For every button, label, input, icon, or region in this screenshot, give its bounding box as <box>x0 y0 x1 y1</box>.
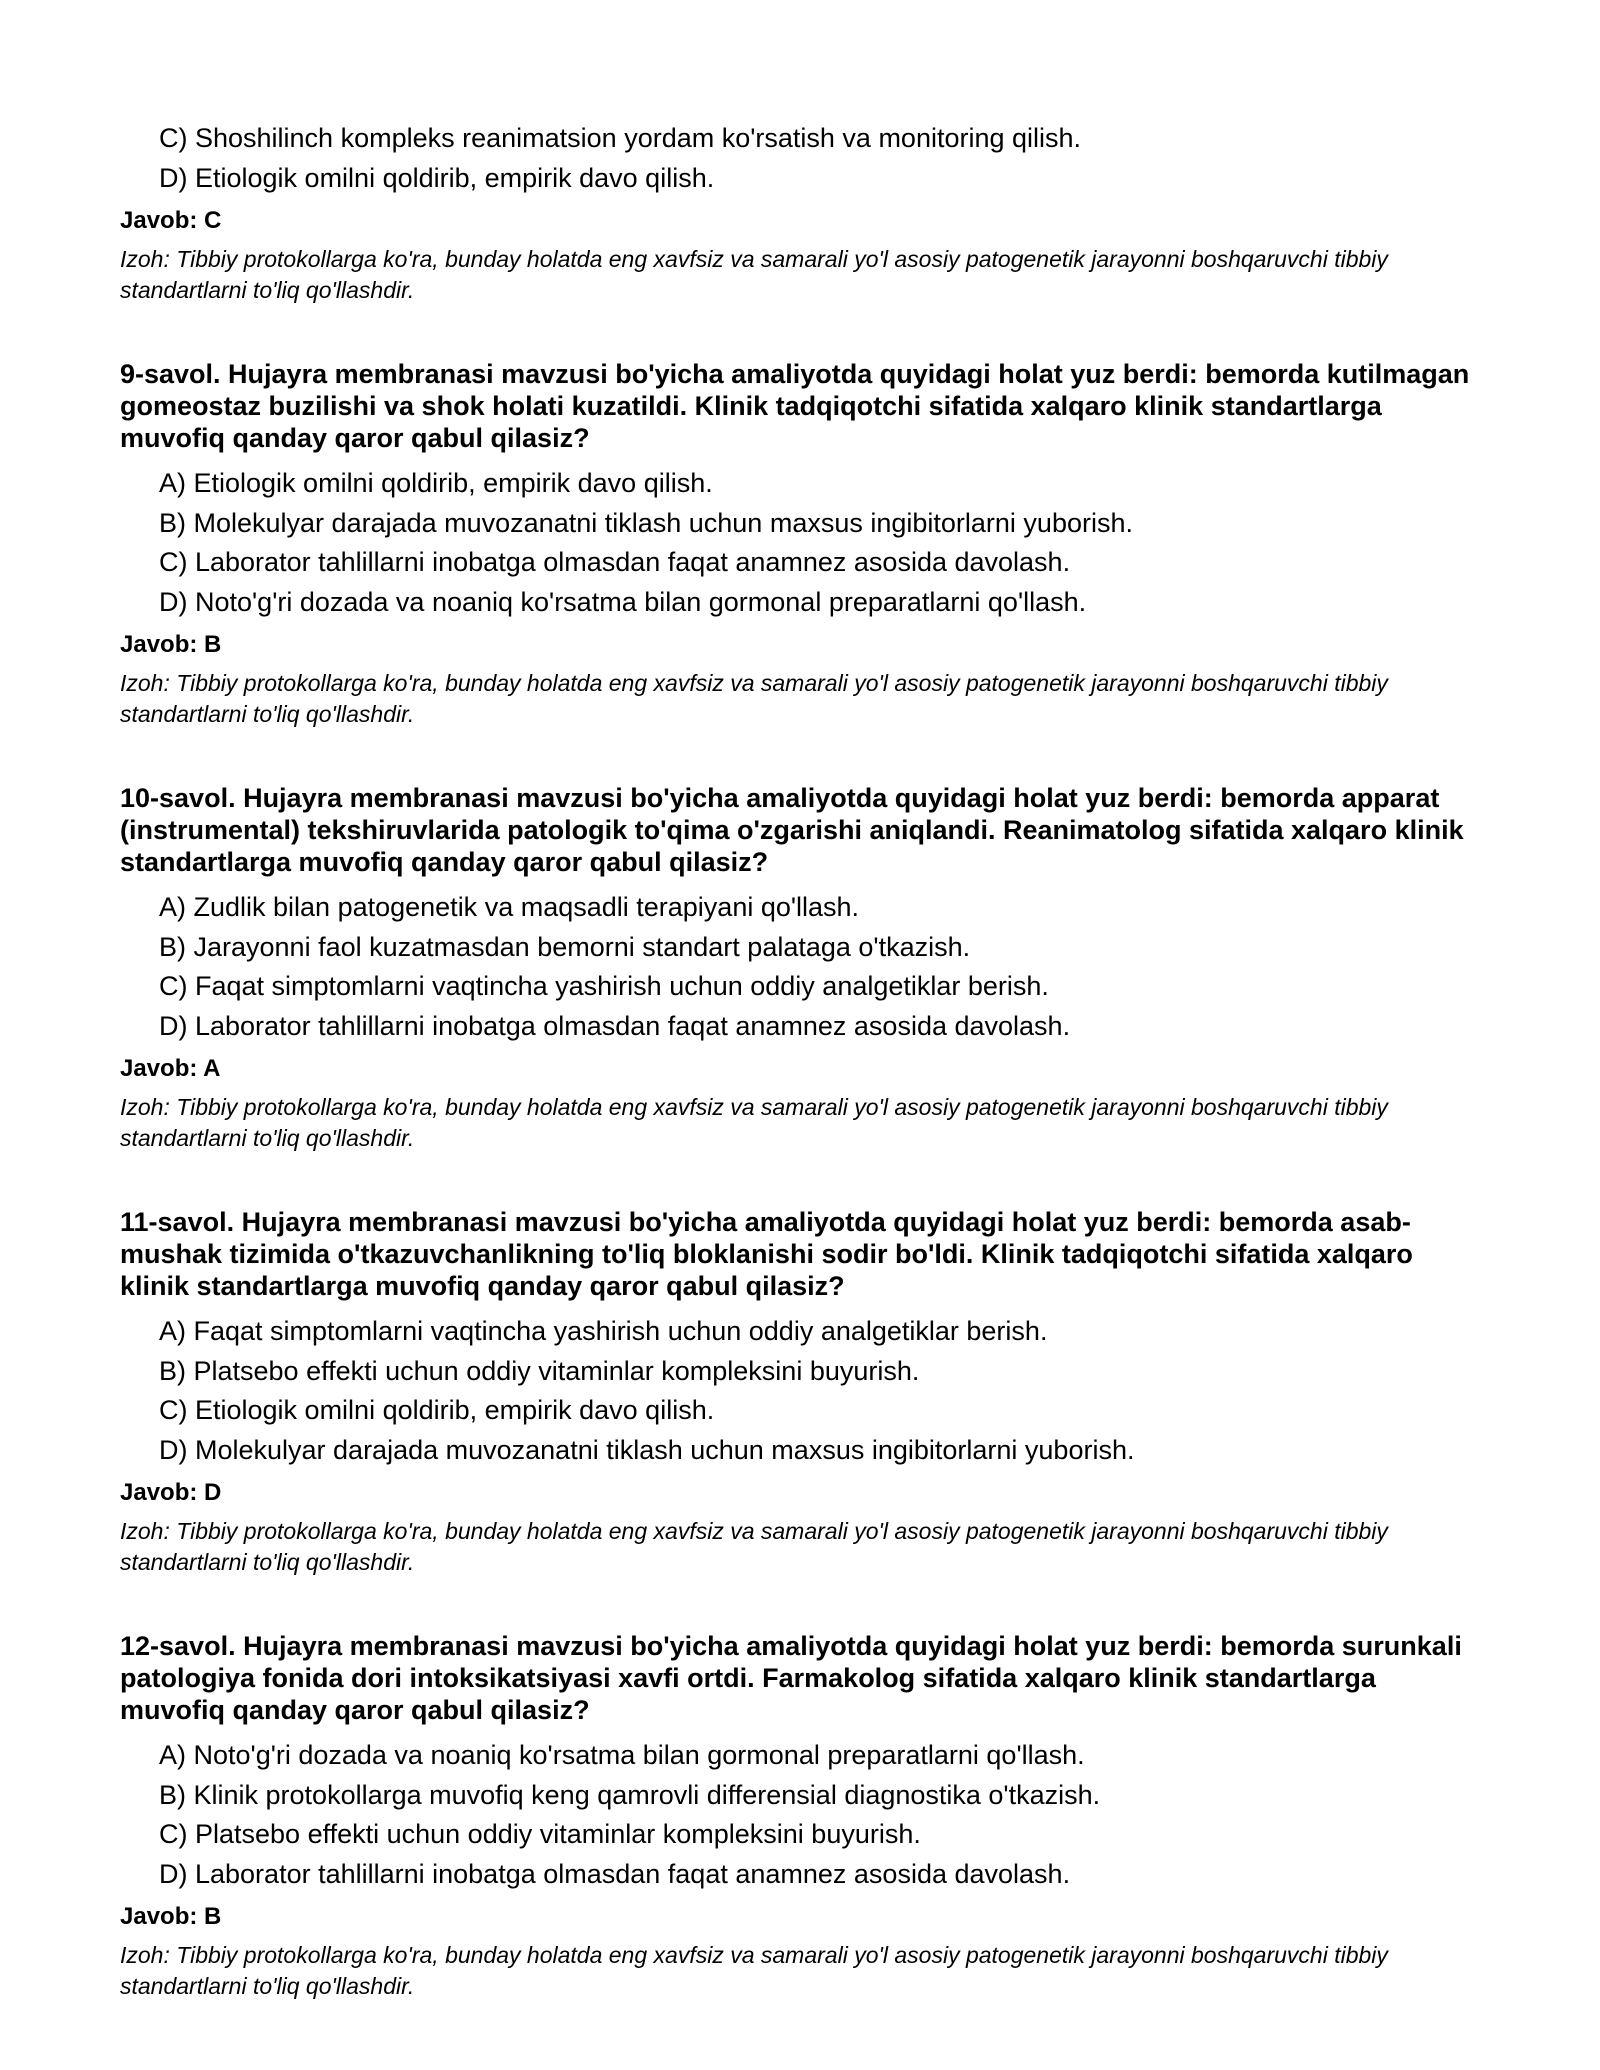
question-title: 11-savol. Hujayra membranasi mavzusi bo'yicha amaliyotda quyidagi holat yuz berdi: bemorda asab-mushak tizimida o'tkazuvchanlikning to'liq bloklanishi sodir bo'ldi. Klinik tadqiqotchi sifatida xalqaro klinik standartlarga muvofiq qanday qaror qabul qilasiz? <box>120 1207 1413 1301</box>
option-c: C) Faqat simptomlarni vaqtincha yashirish uchun oddiy analgetiklar berish. <box>159 971 1049 1001</box>
option-b: B) Jarayonni faol kuzatmasdan bemorni standart palataga o'tkazish. <box>159 931 971 962</box>
option-list <box>120 1312 1480 1470</box>
option-c: C) Shoshilinch kompleks reanimatsion yordam ko'rsatish va monitoring qilish. <box>159 123 1082 153</box>
question-title: 12-savol. Hujayra membranasi mavzusi bo'yicha amaliyotda quyidagi holat yuz berdi: bemorda surunkali patologiya fonida dori intoksikatsiyasi xavfi ortdi. Farmakolog sifatida xalqaro klinik standartlarga muvofiq qanday qaror qabul qilasiz? <box>120 1631 1462 1725</box>
option-d: D) Laborator tahlillarni inobatga olmasdan faqat anamnez asosida davolash. <box>159 1010 1071 1041</box>
explanation-note: Izoh: Tibbiy protokollarga ko'ra, bunday holatda eng xavfsiz va samarali yo'l asosiy patogenetik jarayonni boshqaruvchi tibbiy standartlarni to'liq qo'llashdir. <box>120 1942 1388 1999</box>
option-d: D) Laborator tahlillarni inobatga olmasdan faqat anamnez asosida davolash. <box>159 1858 1071 1889</box>
question-continuation <box>120 119 1480 306</box>
question-title: 10-savol. Hujayra membranasi mavzusi bo'yicha amaliyotda quyidagi holat yuz berdi: bemorda apparat (instrumental) tekshiruvlarida patologik to'qima o'zgarishi aniqlandi. Reanimatolog sifatida xalqaro klinik standartlarga muvofiq qanday qaror qabul qilasiz? <box>120 783 1464 877</box>
answer-label: Javob: D <box>120 1479 222 1506</box>
option-a: A) Faqat simptomlarni vaqtincha yashirish uchun oddiy analgetiklar berish. <box>159 1316 1048 1346</box>
answer-label: Javob: B <box>120 631 222 658</box>
question-10 <box>120 782 1480 1154</box>
question-title: 9-savol. Hujayra membranasi mavzusi bo'yicha amaliyotda quyidagi holat yuz berdi: bemorda kutilmagan gomeostaz buzilishi va shok holati kuzatildi. Klinik tadqiqotchi sifatida xalqaro klinik standartlarga muvofiq qanday qaror qabul qilasiz? <box>120 359 1470 453</box>
explanation-note: Izoh: Tibbiy protokollarga ko'ra, bunday holatda eng xavfsiz va samarali yo'l asosiy patogenetik jarayonni boshqaruvchi tibbiy standartlarni to'liq qo'llashdir. <box>120 1094 1388 1151</box>
option-b: B) Klinik protokollarga muvofiq keng qamrovli differensial diagnostika o'tkazish. <box>159 1779 1101 1810</box>
option-c: C) Platsebo effekti uchun oddiy vitaminlar kompleksini buyurish. <box>159 1819 921 1849</box>
option-list <box>120 1736 1480 1894</box>
option-list <box>120 119 1480 198</box>
option-a: A) Noto'g'ri dozada va noaniq ko'rsatma bilan gormonal preparatlarni qo'llash. <box>159 1740 1085 1770</box>
option-a: A) Etiologik omilni qoldirib, empirik davo qilish. <box>159 468 713 498</box>
answer-label: Javob: A <box>120 1055 221 1082</box>
question-12 <box>120 1630 1480 2002</box>
explanation-note: Izoh: Tibbiy protokollarga ko'ra, bunday holatda eng xavfsiz va samarali yo'l asosiy patogenetik jarayonni boshqaruvchi tibbiy standartlarni to'liq qo'llashdir. <box>120 670 1388 727</box>
question-11 <box>120 1206 1480 1578</box>
option-c: C) Etiologik omilni qoldirib, empirik davo qilish. <box>159 1395 715 1425</box>
option-c: C) Laborator tahlillarni inobatga olmasdan faqat anamnez asosida davolash. <box>159 547 1071 577</box>
option-d: D) Noto'g'ri dozada va noaniq ko'rsatma bilan gormonal preparatlarni qo'llash. <box>159 586 1087 617</box>
explanation-note: Izoh: Tibbiy protokollarga ko'ra, bunday holatda eng xavfsiz va samarali yo'l asosiy patogenetik jarayonni boshqaruvchi tibbiy standartlarni to'liq qo'llashdir. <box>120 1518 1388 1575</box>
option-b: B) Molekulyar darajada muvozanatni tiklash uchun maxsus ingibitorlarni yuborish. <box>159 507 1133 538</box>
document-page <box>120 119 1480 2002</box>
option-list <box>120 464 1480 622</box>
option-d: D) Molekulyar darajada muvozanatni tiklash uchun maxsus ingibitorlarni yuborish. <box>159 1434 1135 1465</box>
option-a: A) Zudlik bilan patogenetik va maqsadli terapiyani qo'llash. <box>159 892 860 922</box>
question-9 <box>120 358 1480 730</box>
option-d: D) Etiologik omilni qoldirib, empirik davo qilish. <box>159 162 715 193</box>
option-b: B) Platsebo effekti uchun oddiy vitaminlar kompleksini buyurish. <box>159 1355 920 1386</box>
explanation-note: Izoh: Tibbiy protokollarga ko'ra, bunday holatda eng xavfsiz va samarali yo'l asosiy patogenetik jarayonni boshqaruvchi tibbiy standartlarni to'liq qo'llashdir. <box>120 246 1388 303</box>
answer-label: Javob: C <box>120 207 222 234</box>
option-list <box>120 888 1480 1046</box>
answer-label: Javob: B <box>120 1903 222 1930</box>
